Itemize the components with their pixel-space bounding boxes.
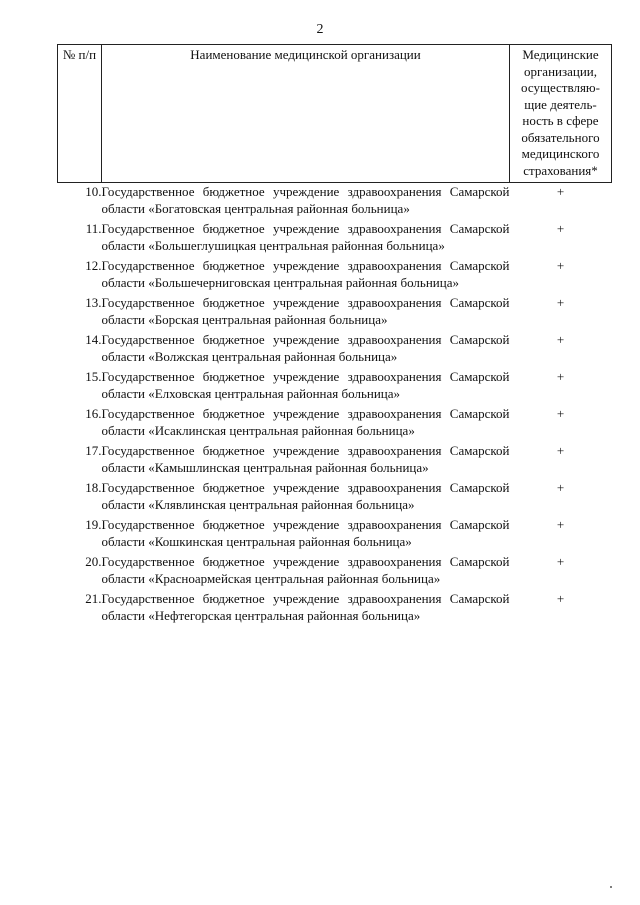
table-row: [58, 257, 612, 294]
organization-name: Государственное бюджетное учреждение здравоохранения Самарской области «Большеглушицкая центральная районная больница»: [101, 221, 510, 253]
row-number: 12.: [85, 258, 102, 273]
oms-mark: +: [556, 221, 565, 236]
header-organization-name: Наименование медицинской организации: [102, 45, 510, 183]
organization-name: Государственное бюджетное учреждение здравоохранения Самарской области «Клявлинская центральная районная больница»: [101, 480, 510, 512]
row-number: 14.: [85, 332, 102, 347]
row-number: 21.: [85, 591, 102, 606]
row-number: 10.: [85, 184, 102, 199]
organization-name: Государственное бюджетное учреждение здравоохранения Самарской области «Елховская центральная районная больница»: [101, 369, 510, 401]
page-number: 2: [316, 22, 324, 37]
oms-mark: +: [556, 369, 565, 384]
oms-mark: +: [556, 184, 565, 199]
table-header: [58, 45, 612, 183]
oms-mark: +: [556, 517, 565, 532]
organization-name: Государственное бюджетное учреждение здравоохранения Самарской области «Красноармейская центральная районная больница»: [101, 554, 510, 586]
organization-name: Государственное бюджетное учреждение здравоохранения Самарской области «Большечерниговская центральная районная больница»: [101, 258, 510, 290]
oms-mark: +: [556, 295, 565, 310]
oms-mark: +: [556, 443, 565, 458]
organizations-table: [57, 44, 612, 627]
oms-mark: +: [556, 554, 565, 569]
organization-name: Государственное бюджетное учреждение здравоохранения Самарской области «Нефтегорская центральная районная больница»: [101, 591, 510, 623]
organization-name: Государственное бюджетное учреждение здравоохранения Самарской области «Кошкинская центральная районная больница»: [101, 517, 510, 549]
header-oms-participation: Медицинские организации, осуществляю-щие деятель-ность в сфере обязательного медицинского страхования*: [510, 45, 612, 183]
table-row: [58, 479, 612, 516]
oms-mark: +: [556, 258, 565, 273]
row-number: 20.: [85, 554, 102, 569]
row-number: 18.: [85, 480, 102, 495]
organization-name: Государственное бюджетное учреждение здравоохранения Самарской области «Исаклинская центральная районная больница»: [101, 406, 510, 438]
row-number: 19.: [85, 517, 102, 532]
oms-mark: +: [556, 332, 565, 347]
table-row: [58, 183, 612, 221]
row-number: 16.: [85, 406, 102, 421]
table-row: [58, 516, 612, 553]
organization-name: Государственное бюджетное учреждение здравоохранения Самарской области «Богатовская центральная районная больница»: [101, 184, 510, 216]
organization-name: Государственное бюджетное учреждение здравоохранения Самарской области «Волжская центральная районная больница»: [101, 332, 510, 364]
table-row: [58, 405, 612, 442]
table-row: [58, 590, 612, 627]
table-row: [58, 442, 612, 479]
row-number: 15.: [85, 369, 102, 384]
scan-speck: [610, 886, 612, 888]
oms-mark: +: [556, 480, 565, 495]
row-number: 11.: [85, 221, 102, 236]
table-row: [58, 331, 612, 368]
row-number: 17.: [85, 443, 102, 458]
table-body: [58, 183, 612, 628]
organization-name: Государственное бюджетное учреждение здравоохранения Самарской области «Борская центральная районная больница»: [101, 295, 510, 327]
oms-mark: +: [556, 406, 565, 421]
organization-name: Государственное бюджетное учреждение здравоохранения Самарской области «Камышлинская центральная районная больница»: [101, 443, 510, 475]
table-row: [58, 220, 612, 257]
header-number: № п/п: [58, 45, 102, 183]
table-row: [58, 294, 612, 331]
oms-mark: +: [556, 591, 565, 606]
table-row: [58, 368, 612, 405]
table-row: [58, 553, 612, 590]
header-row: [58, 45, 612, 183]
row-number: 13.: [85, 295, 102, 310]
